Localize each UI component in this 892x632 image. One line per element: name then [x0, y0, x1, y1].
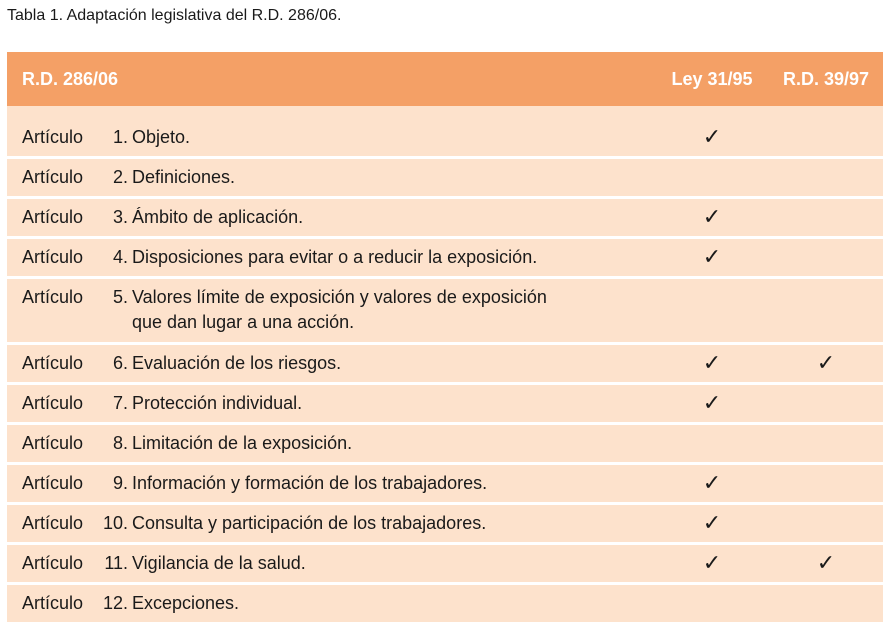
article-number: 9. — [112, 473, 128, 493]
article-number: 8. — [112, 433, 128, 453]
article-title: Información y formación de los trabajadores. — [132, 473, 488, 493]
article-cell — [7, 245, 655, 270]
article-title: Evaluación de los riesgos. — [132, 353, 342, 373]
table-row — [7, 279, 883, 342]
table-caption: Tabla 1. Adaptación legislativa del R.D. 286/06. — [7, 7, 342, 24]
article-cell — [7, 391, 655, 416]
article-cell — [7, 551, 655, 576]
article-label: Artículo — [22, 127, 84, 147]
article-label: Artículo — [22, 207, 84, 227]
article-title: Consulta y participación de los trabajadores. — [132, 513, 487, 533]
article-label: Artículo — [22, 553, 84, 573]
article-title: Vigilancia de la salud. — [132, 553, 306, 573]
article-title: Definiciones. — [132, 167, 236, 187]
article-cell — [7, 511, 655, 536]
ley-31-95-check-icon: ✓ — [702, 391, 722, 416]
header-ley-31-95: Ley 31/95 — [671, 68, 753, 89]
rd-39-97-check-icon: ✓ — [816, 551, 836, 576]
article-number: 3. — [112, 207, 128, 227]
table-row — [7, 425, 883, 462]
article-label: Artículo — [22, 433, 84, 453]
article-number: 2. — [112, 167, 128, 187]
table-row — [7, 385, 883, 422]
article-label: Artículo — [22, 593, 84, 613]
ley-31-95-check-icon: ✓ — [702, 511, 722, 536]
table-row — [7, 199, 883, 236]
article-cell — [7, 205, 655, 230]
article-label: Artículo — [22, 393, 84, 413]
table-row — [7, 465, 883, 502]
header-rd-39-97: R.D. 39/97 — [782, 68, 870, 89]
article-title: Valores límite de exposición y valores de exposición que dan lugar a una acción. — [132, 287, 547, 332]
header-spacer — [7, 106, 883, 119]
article-label: Artículo — [22, 167, 84, 187]
article-number: 6. — [112, 353, 128, 373]
article-cell — [7, 165, 655, 190]
header-rd-286: R.D. 286/06 — [22, 68, 119, 89]
ley-31-95-check-icon: ✓ — [702, 205, 722, 230]
article-title: Excepciones. — [132, 593, 240, 613]
ley-31-95-check-icon: ✓ — [702, 551, 722, 576]
article-number: 5. — [112, 287, 128, 307]
article-label: Artículo — [22, 473, 84, 493]
table-row — [7, 505, 883, 542]
legislation-table — [7, 52, 883, 625]
article-title: Limitación de la exposición. — [132, 433, 353, 453]
article-number: 1. — [112, 127, 128, 147]
table-row — [7, 159, 883, 196]
article-label: Artículo — [22, 287, 84, 307]
table-row — [7, 345, 883, 382]
ley-31-95-check-icon: ✓ — [702, 471, 722, 496]
article-title: Ámbito de aplicación. — [132, 207, 304, 227]
table-row — [7, 545, 883, 582]
article-cell — [7, 431, 655, 456]
article-title: Objeto. — [132, 127, 191, 147]
ley-31-95-check-icon: ✓ — [702, 245, 722, 270]
table-row — [7, 585, 883, 622]
table-row — [7, 239, 883, 276]
ley-31-95-check-icon: ✓ — [702, 125, 722, 150]
rd-39-97-check-icon: ✓ — [816, 351, 836, 376]
article-cell — [7, 125, 655, 150]
article-cell — [7, 285, 655, 335]
article-cell — [7, 471, 655, 496]
table-header — [7, 52, 883, 106]
article-number: 4. — [112, 247, 128, 267]
article-number: 11. — [104, 553, 128, 573]
article-number: 12. — [102, 593, 128, 613]
article-title: Disposiciones para evitar o a reducir la exposición. — [132, 247, 538, 267]
table-body — [7, 119, 883, 622]
article-number: 10. — [102, 513, 128, 533]
table-row — [7, 119, 883, 156]
article-title: Protección individual. — [132, 393, 303, 413]
ley-31-95-check-icon: ✓ — [702, 351, 722, 376]
article-label: Artículo — [22, 247, 84, 267]
article-cell — [7, 351, 655, 376]
article-label: Artículo — [22, 353, 84, 373]
article-label: Artículo — [22, 513, 84, 533]
article-cell — [7, 591, 655, 616]
article-number: 7. — [112, 393, 128, 413]
